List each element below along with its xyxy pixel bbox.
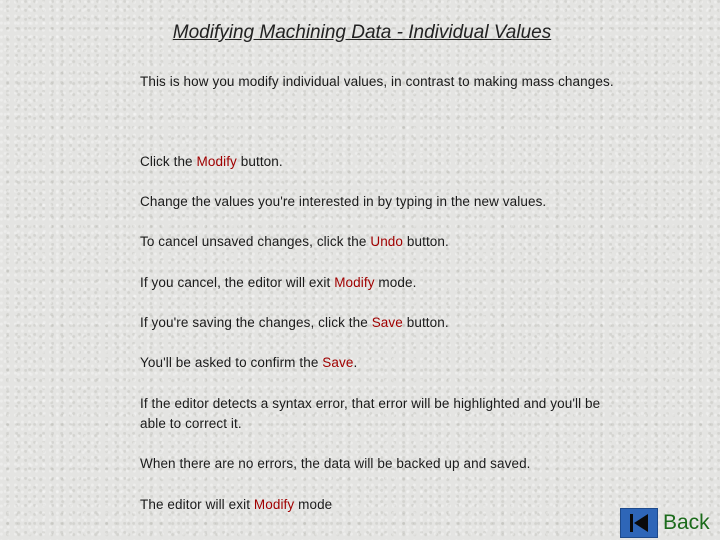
modify-keyword: Modify (196, 154, 237, 169)
para-text: If you cancel, the editor will exit (140, 275, 335, 290)
paragraph-save (140, 313, 620, 333)
para-text: To cancel unsaved changes, click the (140, 234, 371, 249)
para-text: If you're saving the changes, click the (140, 315, 372, 330)
paragraph-exit-mode (140, 495, 620, 515)
para-text: button. (236, 154, 283, 169)
skip-back-icon[interactable] (620, 508, 658, 538)
para-text: This is how you modify individual values, in contrast to making mass changes. (140, 74, 614, 89)
save-keyword: Save (322, 355, 354, 370)
para-text: button. (403, 234, 449, 249)
paragraph-click-modify (140, 152, 620, 172)
paragraph-no-errors (140, 454, 620, 474)
para-text: The editor will exit (140, 497, 254, 512)
para-text: If the editor detects a syntax error, that error will be highlighted and you'll be able to correct it. (140, 396, 601, 431)
page-title: Modifying Machining Data - Individual Values (172, 22, 552, 43)
paragraph-exit-modify (140, 273, 620, 293)
para-text: . (353, 355, 358, 370)
para-text: You'll be asked to confirm the (140, 355, 323, 370)
para-text: When there are no errors, the data will be backed up and saved. (140, 456, 531, 471)
para-text: mode. (374, 275, 417, 290)
para-text: button. (402, 315, 449, 330)
back-button[interactable] (620, 508, 710, 538)
para-text: Click the (140, 154, 197, 169)
para-text: Change the values you're interested in by typing in the new values. (140, 194, 547, 209)
paragraph-intro (140, 72, 620, 92)
save-keyword: Save (371, 315, 403, 330)
back-label[interactable]: Back (663, 511, 710, 534)
para-text: mode (294, 497, 333, 512)
paragraph-change-values (140, 192, 620, 212)
paragraph-syntax-error (140, 394, 620, 434)
undo-keyword: Undo (370, 234, 404, 249)
modify-keyword: Modify (334, 275, 375, 290)
paragraph-cancel (140, 232, 620, 252)
paragraph-confirm-save (140, 353, 620, 373)
modify-keyword: Modify (253, 497, 295, 512)
